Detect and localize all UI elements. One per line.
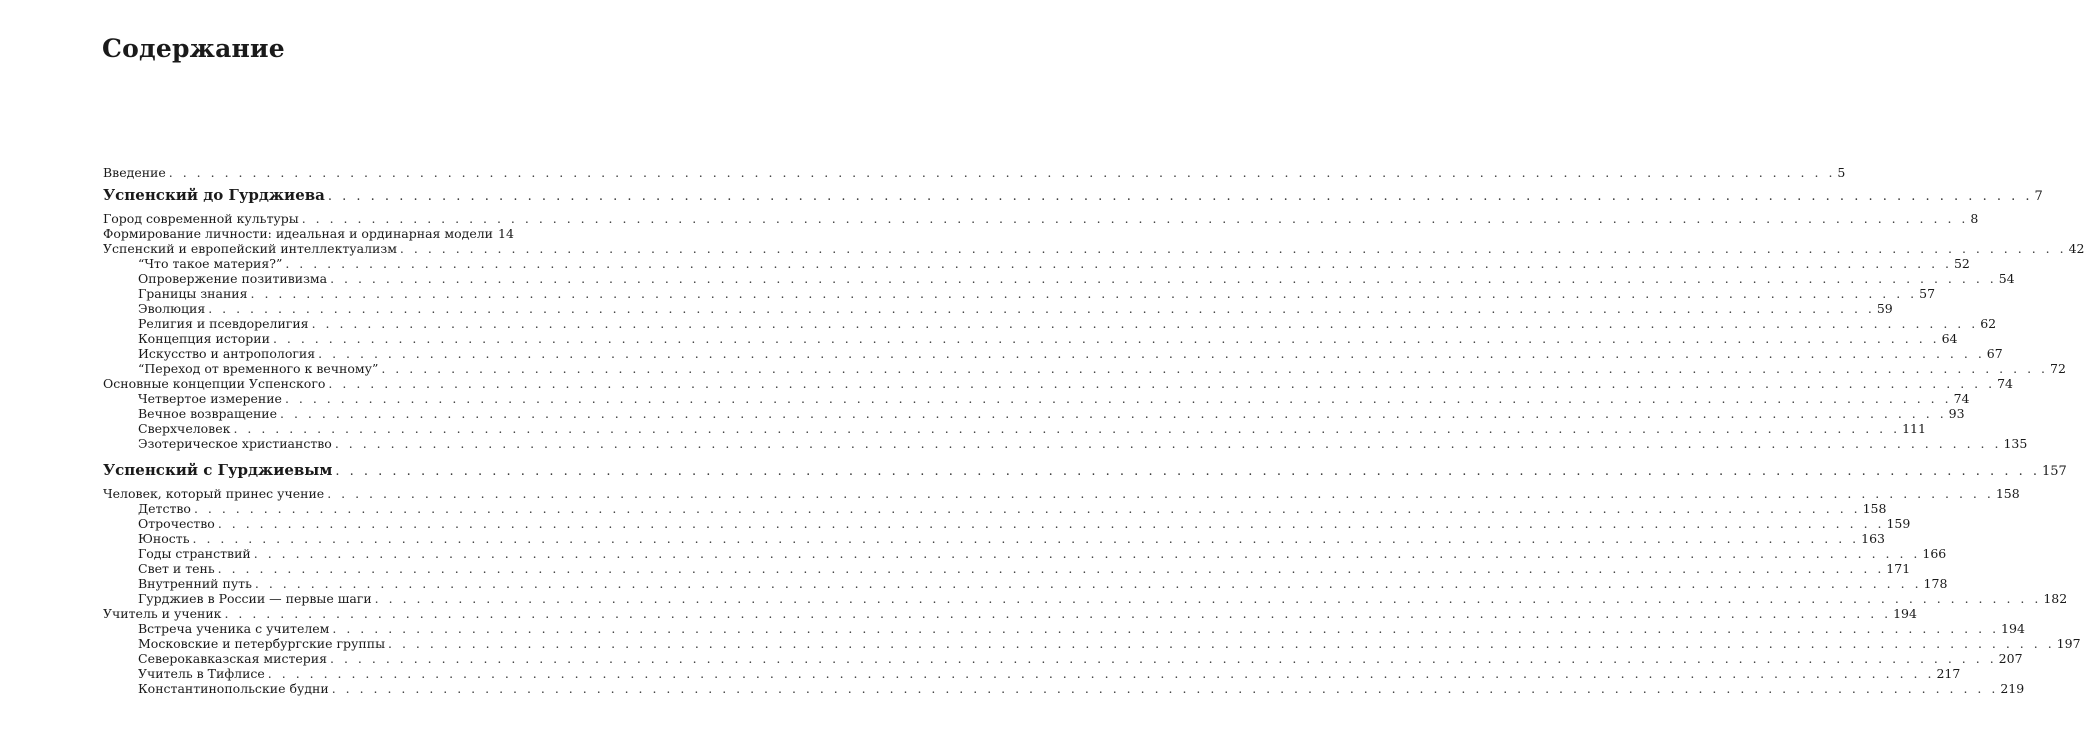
toc-entry-title: Учитель в Тифлисе: [138, 666, 265, 681]
toc-entry-title: Основные концепции Успенского: [103, 376, 326, 391]
toc-entry-title: Константинопольские будни: [138, 681, 329, 696]
toc-entry-title: Четвертое измерение: [138, 391, 282, 406]
toc-entry-title: Религия и псевдорелигия: [138, 316, 309, 331]
toc-page-number: 14: [498, 226, 514, 241]
toc-part-heading: [103, 461, 2067, 483]
toc-entry-title: Отрочество: [138, 516, 215, 531]
toc-entry-title: Юность: [138, 531, 190, 546]
toc-leader-dots: . . . . . . . . . . . . . . . . . . . . . . . . . . . . . . . . . . . . . . . . . . . . . . . . . . . . . . . . . . . . . . . . . . . . . . . . . . . . . . . . . . . . . . . . . . . . . . . . . . . . . . . . . . . . . . . . . . . . . . . .: [193, 501, 1861, 516]
toc-leader-dots: . . . . . . . . . . . . . . . . . . . . . . . . . . . . . . . . . . . . . . . . . . . . . . . . . . . . . . . . . . . . . . . . . . . . . . . . . . . . . . . . . . . . . . . . . . . . . . . . . . . . . . . . . . . . . . . . . . . . . . . .: [330, 651, 1997, 666]
toc-leader-dots: . . . . . . . . . . . . . . . . . . . . . . . . . . . . . . . . . . . . . . . . . . . . . . . . . . . . . . . . . . . . . . . . . . . . . . . . . . . . . . . . . . . . . . . . . . . . . . . . . . . . . . . . . . . . . . . . . . . . . . . .: [318, 346, 1985, 361]
toc-entry-title: “Переход от временного к вечному”: [138, 361, 379, 376]
toc-page-number: 74: [1997, 376, 2013, 391]
toc-leader-dots: . . . . . . . . . . . . . . . . . . . . . . . . . . . . . . . . . . . . . . . . . . . . . . . . . . . . . . . . . . . . . . . . . . . . . . . . . . . . . . . . . . . . . . . . . . . . . . . . . . . . . . . . . . . . . . . . . . . . . . . .: [208, 301, 1875, 316]
toc-entry: [138, 681, 2025, 699]
toc-page-number: 5: [1837, 165, 1846, 180]
toc-entry-title: Эволюция: [138, 301, 206, 316]
toc-page-number: 93: [1948, 406, 1965, 421]
toc-leader-dots: . . . . . . . . . . . . . . . . . . . . . . . . . . . . . . . . . . . . . . . . . . . . . . . . . . . . . . . . . . . . . . . . . . . . . . . . . . . . . . . . . . . . . . . . . . . . . . . . . . . . . . . . . . . . . . . . . . . . . . . .: [192, 531, 1860, 546]
toc-leader-dots: . . . . . . . . . . . . . . . . . . . . . . . . . . . . . . . . . . . . . . . . . . . . . . . . . . . . . . . . . . . . . . . . . . . . . . . . . . . . . . . . . . . . . . . . . . . . . . . . . . . . . . . . . . . . . . . . . . . . . . . .: [381, 361, 2048, 376]
toc-entry-title: Введение: [103, 165, 166, 180]
toc-leader-dots: . . . . . . . . . . . . . . . . . . . . . . . . . . . . . . . . . . . . . . . . . . . . . . . . . . . . . . . . . . . . . . . . . . . . . . . . . . . . . . . . . . . . . . . . . . . . . . . . . . . . . . . . . . . . . . . . . . . . . . . .: [168, 165, 1836, 180]
toc-entry-title: Внутренний путь: [138, 576, 252, 591]
toc-leader-dots: . . . . . . . . . . . . . . . . . . . . . . . . . . . . . . . . . . . . . . . . . . . . . . . . . . . . . . . . . . . . . . . . . . . . . . . . . . . . . . . . . . . . . . . . . . . . . . . . . . . . . . . . . . . . . . . . . . . . . . . .: [335, 464, 2040, 479]
toc-page-number: 111: [1902, 421, 1926, 436]
toc-leader-dots: . . . . . . . . . . . . . . . . . . . . . . . . . . . . . . . . . . . . . . . . . . . . . . . . . . . . . . . . . . . . . . . . . . . . . . . . . . . . . . . . . . . . . . . . . . . . . . . . . . . . . . . . . . . . . . . . . . . . . . . .: [330, 271, 1997, 286]
toc-leader-dots: . . . . . . . . . . . . . . . . . . . . . . . . . . . . . . . . . . . . . . . . . . . . . . . . . . . . . . . . . . . . . . . . . . . . . . . . . . . . . . . . . . . . . . . . . . . . . . . . . . . . . . . . . . . . . . . . . . . . . . . .: [285, 256, 1952, 271]
toc-entry-title: Успенский с Гурджиевым: [103, 461, 333, 479]
toc-page-number: 178: [1923, 576, 1948, 591]
toc-entry-title: Московские и петербургские группы: [138, 636, 386, 651]
toc-leader-dots: . . . . . . . . . . . . . . . . . . . . . . . . . . . . . . . . . . . . . . . . . . . . . . . . . . . . . . . . . . . . . . . . . . . . . . . . . . . . . . . . . . . . . . . . . . . . . . . . . . . . . . . . . . . . . . . . . . . . . . . .: [327, 486, 1994, 501]
toc-page-number: 194: [1893, 606, 1917, 621]
toc-entry-title: Гурджиев в России — первые шаги: [138, 591, 372, 606]
toc-leader-dots: . . . . . . . . . . . . . . . . . . . . . . . . . . . . . . . . . . . . . . . . . . . . . . . . . . . . . . . . . . . . . . . . . . . . . . . . . . . . . . . . . . . . . . . . . . . . . . . . . . . . . . . . . . . . . . . . . . . . . . . .: [334, 436, 2002, 451]
toc-page-number: 219: [2000, 681, 2025, 696]
toc-page-number: 194: [2001, 621, 2025, 636]
toc-entry-title: Формирование личности: идеальная и ординарная модели: [103, 226, 494, 241]
toc-entry-title: Опровержение позитивизма: [138, 271, 328, 286]
toc-page-number: 62: [1980, 316, 1997, 331]
toc-page-number: 182: [2043, 591, 2068, 606]
toc-entry-title: Северокавказская мистерия: [138, 651, 328, 666]
toc-entry-title: Человек, который принес учение: [103, 486, 325, 501]
toc-leader-dots: . . . . . . . . . . . . . . . . . . . . . . . . . . . . . . . . . . . . . . . . . . . . . . . . . . . . . . . . . . . . . . . . . . . . . . . . . . . . . . . . . . . . . . . . . . . . . . . . . . . . . . . . . . . . . . . . . . . . . . . .: [280, 406, 1947, 421]
toc-page-number: 163: [1861, 531, 1885, 546]
toc-page-number: 42: [2068, 241, 2084, 256]
toc-leader-dots: . . . . . . . . . . . . . . . . . . . . . . . . . . . . . . . . . . . . . . . . . . . . . . . . . . . . . . . . . . . . . . . . . . . . . . . . . . . . . . . . . . . . . . . . . . . . . . . . . . . . . . . . . . . . . . . . . . . . . . . .: [233, 421, 1901, 436]
toc-leader-dots: . . . . . . . . . . . . . . . . . . . . . . . . . . . . . . . . . . . . . . . . . . . . . . . . . . . . . . . . . . . . . . . . . . . . . . . . . . . . . . . . . . . . . . . . . . . . . . . . . . . . . . . . . . . . . . . . . . . . . . . .: [267, 666, 1935, 681]
toc-entry-title: Встреча ученика с учителем: [138, 621, 330, 636]
toc-entry-title: Границы знания: [138, 286, 248, 301]
toc-entry-title: Сверхчеловек: [138, 421, 231, 436]
toc-page-number: 135: [2003, 436, 2028, 451]
toc-leader-dots: . . . . . . . . . . . . . . . . . . . . . . . . . . . . . . . . . . . . . . . . . . . . . . . . . . . . . . . . . . . . . . . . . . . . . . . . . . . . . . . . . . . . . . . . . . . . . . . . . . . . . . . . . . . . . . . . . . . . . . . .: [388, 636, 2055, 651]
toc-leader-dots: . . . . . . . . . . . . . . . . . . . . . . . . . . . . . . . . . . . . . . . . . . . . . . . . . . . . . . . . . . . . . . . . . . . . . . . . . . . . . . . . . . . . . . . . . . . . . . . . . . . . . . . . . . . . . . . . . . . . . . . .: [311, 316, 1979, 331]
toc-page-number: 72: [2050, 361, 2066, 376]
toc-entry-title: Город современной культуры: [103, 211, 299, 226]
toc-leader-dots: . . . . . . . . . . . . . . . . . . . . . . . . . . . . . . . . . . . . . . . . . . . . . . . . . . . . . . . . . . . . . . . . . . . . . . . . . . . . . . . . . . . . . . . . . . . . . . . . . . . . . . . . . . . . . . . . . . . . . . . .: [327, 189, 2033, 204]
toc-leader-dots: . . . . . . . . . . . . . . . . . . . . . . . . . . . . . . . . . . . . . . . . . . . . . . . . . . . . . . . . . . . . . . . . . . . . . . . . . . . . . . . . . . . . . . . . . . . . . . . . . . . . . . . . . . . . . . . . . . . . . . . .: [374, 591, 2042, 606]
toc-entry: [103, 165, 1846, 183]
toc-page-number: 197: [2056, 636, 2081, 651]
toc-page-number: 74: [1953, 391, 1970, 406]
toc-entry-title: Концепция истории: [138, 331, 270, 346]
toc-leader-dots: . . . . . . . . . . . . . . . . . . . . . . . . . . . . . . . . . . . . . . . . . . . . . . . . . . . . . . . . . . . . . . . . . . . . . . . . . . . . . . . . . . . . . . . . . . . . . . . . . . . . . . . . . . . . . . . . . . . . . . . .: [284, 391, 1952, 406]
toc-page-number: 157: [2042, 464, 2067, 479]
toc-page-number: 8: [1970, 211, 1979, 226]
toc-entry-title: Учитель и ученик: [103, 606, 222, 621]
toc-entry: [138, 436, 2028, 454]
page-title: Содержание: [102, 34, 285, 63]
toc-entry-title: Вечное возвращение: [138, 406, 278, 421]
toc-leader-dots: . . . . . . . . . . . . . . . . . . . . . . . . . . . . . . . . . . . . . . . . . . . . . . . . . . . . . . . . . . . . . . . . . . . . . . . . . . . . . . . . . . . . . . . . . . . . . . . . . . . . . . . . . . . . . . . . . . . . . . . .: [331, 681, 1999, 696]
toc-page-number: 217: [1936, 666, 1961, 681]
toc-page-number: 52: [1953, 256, 1970, 271]
toc-page-number: 171: [1886, 561, 1911, 576]
toc-leader-dots: . . . . . . . . . . . . . . . . . . . . . . . . . . . . . . . . . . . . . . . . . . . . . . . . . . . . . . . . . . . . . . . . . . . . . . . . . . . . . . . . . . . . . . . . . . . . . . . . . . . . . . . . . . . . . . . . . . . . . . . .: [217, 516, 1885, 531]
toc-page-number: 207: [1998, 651, 2023, 666]
toc-entry-title: Успенский и европейский интеллектуализм: [103, 241, 397, 256]
toc-page-number: 7: [2034, 189, 2043, 204]
toc-page-number: 166: [1922, 546, 1947, 561]
toc-leader-dots: . . . . . . . . . . . . . . . . . . . . . . . . . . . . . . . . . . . . . . . . . . . . . . . . . . . . . . . . . . . . . . . . . . . . . . . . . . . . . . . . . . . . . . . . . . . . . . . . . . . . . . . . . . . . . . . . . . . . . . . .: [254, 576, 1922, 591]
toc-leader-dots: . . . . . . . . . . . . . . . . . . . . . . . . . . . . . . . . . . . . . . . . . . . . . . . . . . . . . . . . . . . . . . . . . . . . . . . . . . . . . . . . . . . . . . . . . . . . . . . . . . . . . . . . . . . . . . . . . . . . . . . .: [272, 331, 1940, 346]
toc-leader-dots: . . . . . . . . . . . . . . . . . . . . . . . . . . . . . . . . . . . . . . . . . . . . . . . . . . . . . . . . . . . . . . . . . . . . . . . . . . . . . . . . . . . . . . . . . . . . . . . . . . . . . . . . . . . . . . . . . . . . . . . .: [328, 376, 1996, 391]
toc-entry-title: Эзотерическое христианство: [138, 436, 332, 451]
toc-page-number: 159: [1886, 516, 1911, 531]
toc-page-number: 158: [1995, 486, 2020, 501]
toc-leader-dots: . . . . . . . . . . . . . . . . . . . . . . . . . . . . . . . . . . . . . . . . . . . . . . . . . . . . . . . . . . . . . . . . . . . . . . . . . . . . . . . . . . . . . . . . . . . . . . . . . . . . . . . . . . . . . . . . . . . . . . . .: [399, 241, 2067, 256]
toc-leader-dots: . . . . . . . . . . . . . . . . . . . . . . . . . . . . . . . . . . . . . . . . . . . . . . . . . . . . . . . . . . . . . . . . . . . . . . . . . . . . . . . . . . . . . . . . . . . . . . . . . . . . . . . . . . . . . . . . . . . . . . . .: [301, 211, 1969, 226]
toc-part-heading: [103, 186, 2043, 208]
toc-leader-dots: . . . . . . . . . . . . . . . . . . . . . . . . . . . . . . . . . . . . . . . . . . . . . . . . . . . . . . . . . . . . . . . . . . . . . . . . . . . . . . . . . . . . . . . . . . . . . . . . . . . . . . . . . . . . . . . . . . . . . . . .: [217, 561, 1885, 576]
toc-page-number: 158: [1862, 501, 1887, 516]
toc-leader-dots: . . . . . . . . . . . . . . . . . . . . . . . . . . . . . . . . . . . . . . . . . . . . . . . . . . . . . . . . . . . . . . . . . . . . . . . . . . . . . . . . . . . . . . . . . . . . . . . . . . . . . . . . . . . . . . . . . . . . . . . .: [224, 606, 1892, 621]
toc-entry-title: Детство: [138, 501, 191, 516]
toc-page-number: 54: [1998, 271, 2015, 286]
toc-page-number: 57: [1919, 286, 1936, 301]
toc-entry-title: Свет и тень: [138, 561, 215, 576]
toc-leader-dots: . . . . . . . . . . . . . . . . . . . . . . . . . . . . . . . . . . . . . . . . . . . . . . . . . . . . . . . . . . . . . . . . . . . . . . . . . . . . . . . . . . . . . . . . . . . . . . . . . . . . . . . . . . . . . . . . . . . . . . . .: [250, 286, 1918, 301]
toc-leader-dots: . . . . . . . . . . . . . . . . . . . . . . . . . . . . . . . . . . . . . . . . . . . . . . . . . . . . . . . . . . . . . . . . . . . . . . . . . . . . . . . . . . . . . . . . . . . . . . . . . . . . . . . . . . . . . . . . . . . . . . . .: [253, 546, 1921, 561]
toc-leader-dots: . . . . . . . . . . . . . . . . . . . . . . . . . . . . . . . . . . . . . . . . . . . . . . . . . . . . . . . . . . . . . . . . . . . . . . . . . . . . . . . . . . . . . . . . . . . . . . . . . . . . . . . . . . . . . . . . . . . . . . . .: [332, 621, 2000, 636]
toc-page-number: 59: [1876, 301, 1893, 316]
toc-entry-title: Годы странствий: [138, 546, 251, 561]
toc-entry-title: “Что такое материя?”: [138, 256, 283, 271]
toc-entry-title: Успенский до Гурджиева: [103, 186, 325, 204]
toc-page-number: 67: [1986, 346, 2003, 361]
toc-page-number: 64: [1941, 331, 1958, 346]
toc-entry-title: Искусство и антропология: [138, 346, 316, 361]
